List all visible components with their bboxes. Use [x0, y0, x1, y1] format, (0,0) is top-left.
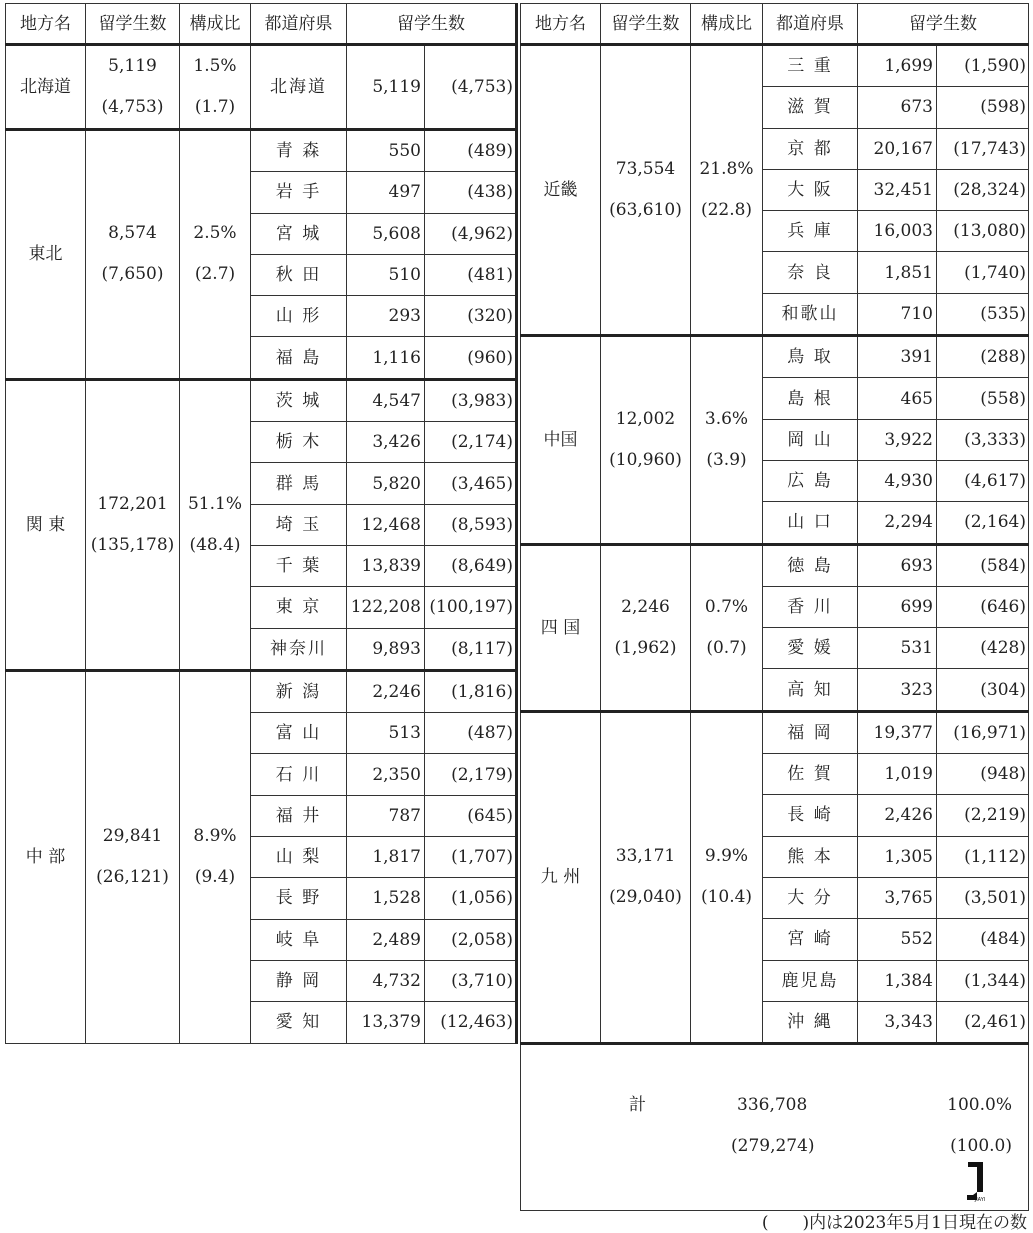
prefecture-count-prev: (489) [425, 130, 517, 172]
prefecture-count: 32,451 [858, 169, 937, 210]
right-table [520, 3, 1029, 1211]
prefecture-count-prev: (1,590) [937, 45, 1029, 87]
prefecture-count: 1,817 [347, 837, 425, 878]
region-share-prev: (48.4) [189, 534, 241, 555]
prefecture-count-prev: (2,164) [937, 502, 1029, 544]
table-row [6, 379, 517, 421]
prefecture-count-prev: (484) [937, 919, 1029, 960]
table-row [521, 45, 1029, 87]
prefecture-count-prev: (3,465) [425, 463, 517, 504]
prefecture-count: 391 [858, 336, 937, 378]
table-row [6, 45, 517, 130]
prefecture-count-prev: (2,219) [937, 795, 1029, 836]
prefecture-count-prev: (16,971) [937, 711, 1029, 753]
region-cell: 北海道 [6, 45, 86, 130]
prefecture-count-prev: (1,740) [937, 252, 1029, 293]
prefecture-name: 北海道 [251, 45, 347, 130]
prefecture-count: 531 [858, 628, 937, 669]
prefecture-name: 兵 庫 [763, 211, 858, 252]
prefecture-name: 宮 崎 [763, 919, 858, 960]
prefecture-count: 497 [347, 172, 425, 213]
header-pref-students: 留学生数 [347, 4, 517, 45]
prefecture-count-prev: (1,056) [425, 878, 517, 919]
region-count-prev: (1,962) [614, 637, 677, 658]
prefecture-count-prev: (487) [425, 713, 517, 754]
region-count-cell [86, 379, 180, 670]
prefecture-name: 沖 縄 [763, 1001, 858, 1043]
prefecture-count: 2,350 [347, 754, 425, 795]
prefecture-count-prev: (1,112) [937, 836, 1029, 877]
prefecture-count: 2,246 [347, 670, 425, 712]
prefecture-count-prev: (535) [937, 293, 1029, 335]
prefecture-name: 佐 賀 [763, 754, 858, 795]
prefecture-name: 鹿児島 [763, 960, 858, 1001]
prefecture-name: 埼 玉 [251, 504, 347, 545]
prefecture-count: 2,489 [347, 919, 425, 960]
prefecture-count: 710 [858, 293, 937, 335]
prefecture-count: 1,699 [858, 45, 937, 87]
table-row [521, 336, 1029, 378]
region-cell: 東北 [6, 130, 86, 380]
prefecture-count-prev: (1,816) [425, 670, 517, 712]
prefecture-count-prev: (17,743) [937, 128, 1029, 169]
prefecture-count-prev: (3,501) [937, 877, 1029, 918]
region-count: 8,574 [108, 223, 157, 244]
prefecture-name: 青 森 [251, 130, 347, 172]
prefecture-count: 2,426 [858, 795, 937, 836]
prefecture-name: 岩 手 [251, 172, 347, 213]
prefecture-count: 3,765 [858, 877, 937, 918]
prefecture-count-prev: (645) [425, 795, 517, 836]
left-table [5, 3, 518, 1044]
table-row [6, 670, 517, 712]
region-cell: 中 部 [6, 670, 86, 1043]
prefecture-name: 岐 阜 [251, 919, 347, 960]
prefecture-count-prev: (13,080) [937, 211, 1029, 252]
prefecture-name: 愛 媛 [763, 628, 858, 669]
prefecture-count: 550 [347, 130, 425, 172]
prefecture-name: 石 川 [251, 754, 347, 795]
region-count-prev: (26,121) [96, 867, 169, 888]
region-count-cell [86, 45, 180, 130]
prefecture-count: 122,208 [347, 587, 425, 628]
prefecture-name: 大 阪 [763, 169, 858, 210]
region-share: 3.6% [704, 408, 749, 429]
region-share-cell [691, 544, 763, 711]
prefecture-count: 1,019 [858, 754, 937, 795]
prefecture-count-prev: (4,753) [425, 45, 517, 130]
header-students: 留学生数 [601, 4, 691, 45]
prefecture-count: 293 [347, 296, 425, 337]
prefecture-count: 673 [858, 87, 937, 128]
footnote: ( )内は2023年5月1日現在の数 [761, 1213, 1027, 1233]
prefecture-name: 山 梨 [251, 837, 347, 878]
total-share-prev: (100.0) [950, 1136, 1012, 1157]
prefecture-count: 1,384 [858, 960, 937, 1001]
region-share: 1.5% [193, 56, 237, 76]
region-share-prev: (10.4) [700, 887, 753, 908]
prefecture-count: 552 [858, 919, 937, 960]
region-share-prev: (9.4) [194, 867, 236, 888]
prefecture-count: 1,528 [347, 878, 425, 919]
prefecture-count: 465 [858, 378, 937, 419]
prefecture-count-prev: (584) [937, 544, 1029, 586]
prefecture-count: 13,839 [347, 545, 425, 586]
prefecture-name: 香 川 [763, 586, 858, 627]
prefecture-name: 秋 田 [251, 254, 347, 295]
prefecture-name: 栃 木 [251, 422, 347, 463]
prefecture-name: 徳 島 [763, 544, 858, 586]
prefecture-count: 12,468 [347, 504, 425, 545]
prefecture-name: 鳥 取 [763, 336, 858, 378]
region-count-cell [86, 670, 180, 1043]
prefecture-name: 島 根 [763, 378, 858, 419]
region-share: 8.9% [193, 826, 237, 847]
region-share-prev: (1.7) [194, 97, 236, 117]
prefecture-name: 奈 良 [763, 252, 858, 293]
prefecture-name: 広 島 [763, 460, 858, 501]
prefecture-name: 愛 知 [251, 1002, 347, 1043]
prefecture-count-prev: (12,463) [425, 1002, 517, 1043]
prefecture-name: 和歌山 [763, 293, 858, 335]
region-share: 21.8% [699, 159, 754, 180]
header-region: 地方名 [6, 4, 86, 45]
region-cell: 近畿 [521, 45, 601, 336]
prefecture-name: 福 井 [251, 795, 347, 836]
prefecture-name: 群 馬 [251, 463, 347, 504]
prefecture-count-prev: (1,344) [937, 960, 1029, 1001]
prefecture-name: 京 都 [763, 128, 858, 169]
prefecture-count-prev: (3,983) [425, 379, 517, 421]
region-count-prev: (29,040) [609, 887, 682, 908]
prefecture-name: 長 野 [251, 878, 347, 919]
total-label: 計 [629, 1095, 646, 1116]
region-count-cell [601, 711, 691, 1043]
region-count-prev: (10,960) [609, 449, 682, 470]
region-share: 0.7% [704, 596, 749, 617]
prefecture-count: 1,116 [347, 337, 425, 379]
region-count: 29,841 [102, 826, 163, 847]
region-count-prev: (135,178) [90, 534, 175, 555]
total-cell [521, 1044, 1029, 1211]
prefecture-name: 宮 城 [251, 213, 347, 254]
region-share-prev: (22.8) [700, 200, 753, 221]
header-share: 構成比 [180, 4, 251, 45]
prefecture-count-prev: (8,649) [425, 545, 517, 586]
total-block [521, 1045, 1028, 1210]
prefecture-name: 三 重 [763, 45, 858, 87]
prefecture-count: 20,167 [858, 128, 937, 169]
region-count-cell [601, 544, 691, 711]
prefecture-count: 16,003 [858, 211, 937, 252]
prefecture-count: 3,426 [347, 422, 425, 463]
prefecture-count-prev: (100,197) [425, 587, 517, 628]
prefecture-count-prev: (948) [937, 754, 1029, 795]
table-row [521, 544, 1029, 586]
prefecture-name: 岡 山 [763, 419, 858, 460]
prefecture-count: 787 [347, 795, 425, 836]
header-region: 地方名 [521, 4, 601, 45]
table-row [6, 130, 517, 172]
region-cell: 九 州 [521, 711, 601, 1043]
prefecture-count-prev: (288) [937, 336, 1029, 378]
prefecture-name: 熊 本 [763, 836, 858, 877]
table-row [521, 711, 1029, 753]
prefecture-count: 510 [347, 254, 425, 295]
prefecture-count-prev: (3,710) [425, 960, 517, 1001]
prefecture-count: 693 [858, 544, 937, 586]
prefecture-count: 1,851 [858, 252, 937, 293]
prefecture-count: 19,377 [858, 711, 937, 753]
header-prefecture: 都道府県 [763, 4, 858, 45]
total-count-prev: (279,274) [731, 1136, 815, 1157]
region-share-prev: (0.7) [706, 637, 747, 658]
prefecture-count: 9,893 [347, 628, 425, 670]
prefecture-count-prev: (2,461) [937, 1001, 1029, 1043]
logo-text: JIAYI [974, 1197, 986, 1202]
prefecture-name: 福 島 [251, 337, 347, 379]
prefecture-name: 高 知 [763, 669, 858, 711]
region-cell: 関 東 [6, 379, 86, 670]
region-share-prev: (3.9) [706, 449, 747, 470]
header-share: 構成比 [691, 4, 763, 45]
region-count-cell [86, 130, 180, 380]
prefecture-count: 4,547 [347, 379, 425, 421]
prefecture-count-prev: (558) [937, 378, 1029, 419]
prefecture-name: 千 葉 [251, 545, 347, 586]
region-share-cell [691, 336, 763, 544]
prefecture-count-prev: (2,174) [425, 422, 517, 463]
region-share: 9.9% [704, 846, 749, 867]
total-count: 336,708 [737, 1095, 808, 1116]
prefecture-count-prev: (1,707) [425, 837, 517, 878]
region-count: 73,554 [615, 159, 676, 180]
header-prefecture: 都道府県 [251, 4, 347, 45]
prefecture-name: 滋 賀 [763, 87, 858, 128]
prefecture-name: 山 口 [763, 502, 858, 544]
prefecture-count: 4,930 [858, 460, 937, 501]
prefecture-count-prev: (4,617) [937, 460, 1029, 501]
prefecture-count-prev: (8,593) [425, 504, 517, 545]
prefecture-name: 神奈川 [251, 628, 347, 670]
prefecture-count: 323 [858, 669, 937, 711]
header-students: 留学生数 [86, 4, 180, 45]
prefecture-count-prev: (646) [937, 586, 1029, 627]
region-count: 5,119 [108, 56, 157, 76]
total-share: 100.0% [947, 1095, 1012, 1116]
prefecture-count: 3,922 [858, 419, 937, 460]
region-share-cell [180, 45, 251, 130]
region-cell: 中国 [521, 336, 601, 544]
prefecture-count-prev: (3,333) [937, 419, 1029, 460]
region-share: 2.5% [193, 223, 237, 244]
prefecture-count-prev: (2,179) [425, 754, 517, 795]
prefecture-count: 13,379 [347, 1002, 425, 1043]
prefecture-count-prev: (481) [425, 254, 517, 295]
region-count: 12,002 [615, 408, 676, 429]
region-count-prev: (4,753) [101, 97, 164, 117]
prefecture-count-prev: (2,058) [425, 919, 517, 960]
prefecture-count-prev: (598) [937, 87, 1029, 128]
prefecture-name: 山 形 [251, 296, 347, 337]
logo-icon [965, 1160, 995, 1202]
prefecture-count-prev: (438) [425, 172, 517, 213]
region-count: 33,171 [615, 846, 676, 867]
prefecture-count: 699 [858, 586, 937, 627]
prefecture-count: 513 [347, 713, 425, 754]
prefecture-name: 静 岡 [251, 960, 347, 1001]
prefecture-count-prev: (8,117) [425, 628, 517, 670]
region-count: 172,201 [97, 493, 168, 514]
region-share-cell [180, 379, 251, 670]
prefecture-count: 1,305 [858, 836, 937, 877]
region-count-prev: (63,610) [609, 200, 682, 221]
prefecture-count-prev: (428) [937, 628, 1029, 669]
region-count: 2,246 [621, 596, 670, 617]
prefecture-name: 茨 城 [251, 379, 347, 421]
prefecture-count: 2,294 [858, 502, 937, 544]
prefecture-count: 5,820 [347, 463, 425, 504]
prefecture-count-prev: (960) [425, 337, 517, 379]
prefecture-name: 福 岡 [763, 711, 858, 753]
prefecture-name: 大 分 [763, 877, 858, 918]
region-share-cell [180, 130, 251, 380]
region-cell: 四 国 [521, 544, 601, 711]
header-pref-students: 留学生数 [858, 4, 1029, 45]
prefecture-name: 新 潟 [251, 670, 347, 712]
prefecture-count: 4,732 [347, 960, 425, 1001]
prefecture-count-prev: (304) [937, 669, 1029, 711]
total-row [521, 1044, 1029, 1211]
prefecture-count-prev: (28,324) [937, 169, 1029, 210]
region-share-cell [180, 670, 251, 1043]
region-count-cell [601, 336, 691, 544]
prefecture-name: 長 崎 [763, 795, 858, 836]
prefecture-name: 富 山 [251, 713, 347, 754]
region-share-prev: (2.7) [194, 264, 236, 285]
region-count-cell [601, 45, 691, 336]
region-share-cell [691, 711, 763, 1043]
prefecture-count-prev: (4,962) [425, 213, 517, 254]
region-share: 51.1% [187, 493, 242, 514]
region-count-prev: (7,650) [101, 264, 164, 285]
region-share-cell [691, 45, 763, 336]
prefecture-count: 5,119 [347, 45, 425, 130]
prefecture-count: 3,343 [858, 1001, 937, 1043]
prefecture-count: 5,608 [347, 213, 425, 254]
prefecture-count-prev: (320) [425, 296, 517, 337]
prefecture-name: 東 京 [251, 587, 347, 628]
